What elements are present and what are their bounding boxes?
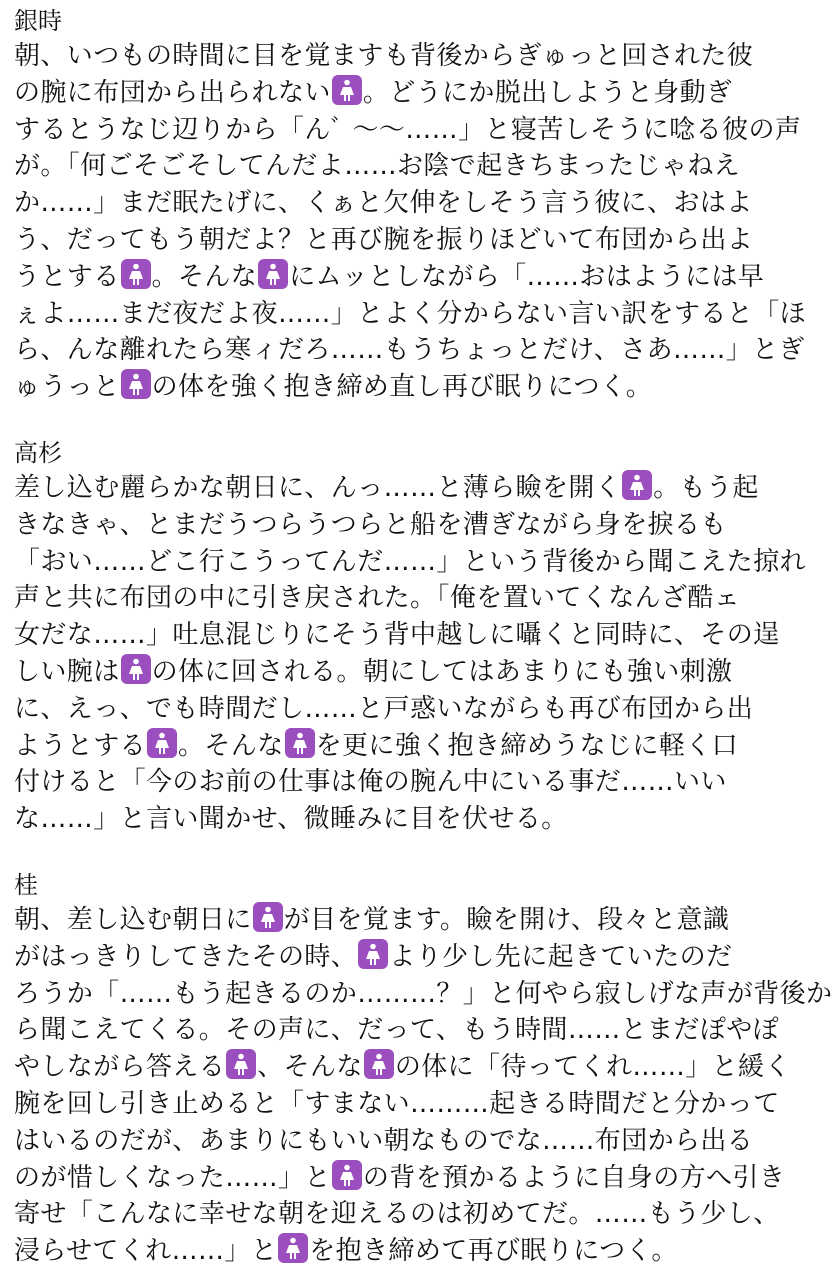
character-name: 桂 (14, 870, 38, 899)
text-line: に、えっ、でも時間だし……と戸惑いながらも再び布団から出 (14, 693, 754, 724)
text-line: う、だってもう朝だよ？と再び腕を振りほどいて布団から出よ (14, 224, 754, 255)
woman-symbol-icon (332, 1160, 362, 1190)
woman-symbol-icon (358, 939, 388, 969)
woman-symbol-icon (285, 728, 315, 758)
text-line: か……」まだ眠たげに、くぁと欠伸をしそう言う彼に、おはよ (14, 188, 753, 219)
text-line: ぇよ……まだ夜だよ夜……」とよく分からない言い訳をすると「ほ (14, 298, 807, 329)
story-section (14, 4, 807, 406)
story-section (14, 436, 807, 838)
woman-symbol-icon (622, 470, 652, 500)
text-line: な……」と言い聞かせ、微睡みに目を伏せる。 (14, 804, 568, 835)
text-line: 朝、差し込む朝日に が目を覚ます。瞼を開け、段々と意識 (14, 902, 736, 939)
text-line: ゅうっと の体を強く抱き締め直し再び眠りにつく。 (14, 369, 736, 406)
text-line: の腕に布団から出られない 。どうにか脱出しようと身動ぎ (14, 75, 736, 112)
text-line: 浸らせてくれ……」と を抱き締めて再び眠りにつく。 (14, 1233, 736, 1270)
text-line: 付けると「今のお前の仕事は俺の腕ん中にいる事だ……いい (14, 767, 727, 798)
woman-symbol-icon (332, 75, 362, 105)
character-name: 銀時 (14, 7, 62, 35)
woman-symbol-icon (258, 259, 288, 289)
woman-symbol-icon (121, 259, 151, 289)
text-line: 女だな……」吐息混じりにそう背中越しに囁くと同時に、その逞 (14, 620, 780, 651)
text-line: 差し込む麗らかな朝日に、んっ……と薄ら瞼を開く 。もう起 (14, 470, 736, 507)
woman-symbol-icon (226, 1049, 256, 1079)
text-line: はいるのだが、あまりにもいい朝なものでな……布団から出る (14, 1125, 754, 1156)
text-line: がはっきりしてきたその時、 より少し先に起きていたのだ (14, 939, 736, 976)
woman-symbol-icon (121, 654, 151, 684)
character-name: 高杉 (14, 438, 62, 467)
text-line: ら、んな離れたら寒ィだろ……もうちょっとだけ、さあ……」とぎ (14, 335, 805, 366)
text-line: うとする 。そんな にムッとしながら「……おはようには早 (14, 259, 736, 296)
text-line: ようとする 。そんな を更に強く抱き締めうなじに軽く口 (14, 728, 736, 765)
text-line: するとうなじ辺りから「んﾞ 〜〜……」と寝苦しそうに唸る彼の声 (14, 114, 802, 145)
story-section (14, 868, 832, 1270)
text-line: 声と共に布団の中に引き戻された。「俺を置いてくなんざ酷ェ (14, 583, 741, 614)
text-line: 腕を回し引き止めると「すまない………起きる時間だと分かって (14, 1088, 780, 1119)
text-line: が。「何ごそごそしてんだよ……お陰で起きちまったじゃねえ (14, 151, 741, 182)
text-line: 寄せ「こんなに幸せな朝を迎えるのは初めてだ。……もう少し、 (14, 1199, 780, 1230)
text-line: 朝、いつもの時間に目を覚ますも背後からぎゅっと回された彼 (14, 41, 754, 71)
woman-symbol-icon (253, 902, 283, 932)
woman-symbol-icon (364, 1049, 394, 1079)
text-line: きなきゃ、とまだうつらうつらと船を漕ぎながら身を捩るも (14, 509, 727, 540)
text-line: ら聞こえてくる。その声に、だって、もう時間……とまだぽやぽ (14, 1015, 780, 1046)
text-line: のが惜しくなった……」と の背を預かるように自身の方へ引き (14, 1160, 736, 1197)
text-line: 「おい……どこ行こうってんだ……」という背後から聞こえた掠れ (14, 546, 807, 577)
woman-symbol-icon (147, 728, 177, 758)
woman-symbol-icon (278, 1233, 308, 1263)
text-line: ろうか「……もう起きるのか………？」と何やら寂しげな声が背後か (14, 978, 832, 1009)
woman-symbol-icon (121, 369, 151, 399)
text-line: やしながら答える 、そんな の体に「待ってくれ……」と緩く (14, 1049, 736, 1086)
text-line: しい腕は の体に回される。朝にしてはあまりにも強い刺激 (14, 654, 736, 691)
